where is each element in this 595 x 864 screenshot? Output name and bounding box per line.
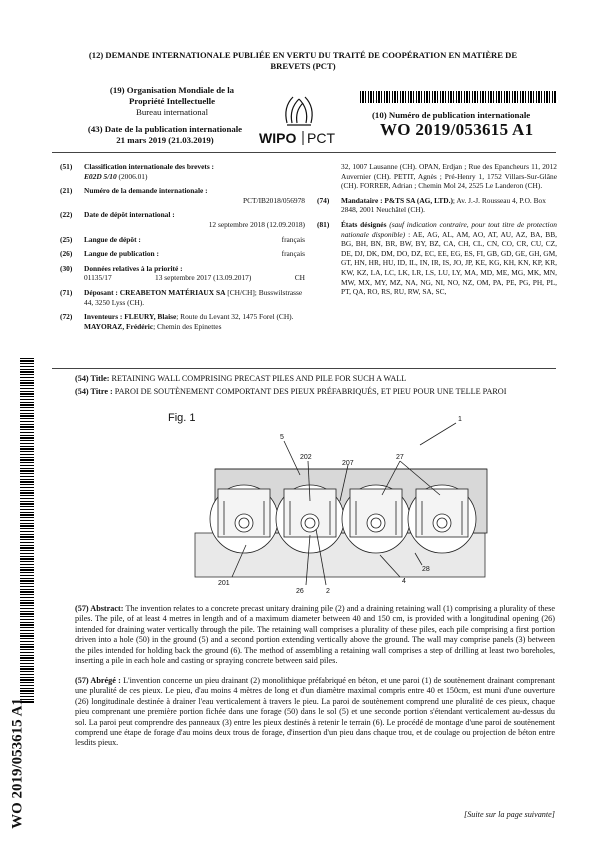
- ref-201: 201: [218, 580, 230, 587]
- org-name-2: Propriété Intellectuelle: [128, 96, 216, 106]
- title-fr-label: (54) Titre :: [75, 387, 113, 397]
- biblio-21: [60, 186, 305, 205]
- agent-name: P&TS SA (AG, LTD.): [384, 195, 453, 205]
- label: Langue de dépôt :: [84, 234, 141, 244]
- application-number: PCT/IB2018/056978: [242, 195, 305, 205]
- logo-pct: PCT: [307, 130, 335, 146]
- label: Mandataire :: [341, 195, 383, 205]
- abstract-fr-text: L'invention concerne un pieu drainant (2) monolithique préfabriqué en béton, et une paroi (1) de soutènement drainant comprenant une pluralité de ces pieux. Le pieu, d'au moins 4 mètres de long et d'un diamètre maximal compris entre 40 et 150cm, est muni d'une ouverture (26) longitudinale destinée à drainer l'eau verticalement à travers le pieu. La paroi de soutènement comprend une pluralité de ces pieux, chaque pieu comprenant une première portion fichée dans une forage (50) dans le sol (5) et une seconde portion s'étendant verticalement au-dessus du sol. La paroi peut comprendre des panneaux (3) entre les pieux destinés à retenir le terrain (6). Le procédé de montage d'une paroi de soutènement comprend une étape de forage d'au moins deux trous de forage, d'insertion d'un pieu dans chaque trou, et de coulage ou projection de béton entre lesdits pieux.: [75, 676, 555, 748]
- inventors-continued: 32, 1007 Lausanne (CH). OPAN, Erdjan ; Rue des Epancheurs 11, 2012 Auvernier (CH). PETIT, Agnès ; Pré-Henry 1, 1752 Villars-Sur-Glâne (CH). FORRER, Adrian ; Chemin Mol 24, 2525 Le Landeron (CH).: [341, 162, 557, 191]
- publication-language: français: [281, 249, 305, 259]
- states-note: (sauf indication contraire, pour tout titre de protection nationale disponible): [341, 219, 557, 239]
- titles-block: [75, 374, 560, 398]
- barcode-top: [360, 91, 556, 103]
- code: (51): [60, 162, 73, 171]
- code: (71): [60, 287, 73, 297]
- code: (72): [60, 312, 73, 322]
- wipo-logo: [257, 87, 341, 159]
- publication-date-block: [50, 124, 280, 146]
- inventor-address-2: ; Chemin des Epinettes: [153, 321, 222, 331]
- title-line-2: BREVETS (PCT): [270, 61, 336, 71]
- biblio-26: [60, 249, 305, 259]
- ipc-year: (2006.01): [118, 171, 148, 181]
- biblio-71: [60, 288, 305, 307]
- biblio-51: [60, 162, 305, 181]
- code: (74): [317, 195, 330, 205]
- label: Inventeurs :: [84, 312, 123, 322]
- ref-27: 27: [396, 454, 404, 461]
- side-publication-number: WO 2019/053615 A1: [9, 698, 26, 829]
- pub-date-value: 21 mars 2019 (21.03.2019): [116, 135, 214, 145]
- pile-4: [408, 485, 476, 553]
- org-code: (19): [109, 85, 125, 95]
- ref-4: 4: [402, 578, 406, 585]
- label: Numéro de la demande internationale :: [84, 186, 208, 196]
- figure-1-drawing: [160, 405, 520, 595]
- biblio-72: [60, 312, 305, 331]
- abstract-en: [75, 604, 555, 666]
- label: Date de dépôt international :: [84, 210, 175, 220]
- title-en: RETAINING WALL COMPRISING PRECAST PILES AND PILE FOR SUCH A WALL: [111, 374, 407, 383]
- document-kind-title: [48, 50, 558, 72]
- biblio-30: [60, 264, 305, 283]
- priority-date: 13 septembre 2017 (13.09.2017): [155, 273, 252, 283]
- ref-202: 202: [300, 454, 312, 461]
- label: Classification internationale des brevets :: [84, 162, 215, 171]
- title-fr: PAROI DE SOUTÈNEMENT COMPORTANT DES PIEUX PRÉFABRIQUÉS, ET PIEU POUR UNE TELLE PAROI: [114, 387, 507, 397]
- title-en-label: (54) Title:: [75, 374, 110, 383]
- wipo-emblem-icon: [257, 87, 341, 159]
- continued-note: [Suite sur la page suivante]: [464, 810, 555, 819]
- code: (81): [317, 219, 330, 229]
- ref-1: 1: [458, 416, 462, 423]
- code: (25): [60, 234, 73, 244]
- publication-number: WO 2019/053615 A1: [380, 120, 534, 139]
- code: (26): [60, 249, 73, 259]
- priority-number: 01135/17: [84, 273, 112, 283]
- label: États désignés: [341, 219, 387, 229]
- label: Données relatives à la priorité :: [84, 263, 183, 273]
- code: (30): [60, 263, 73, 273]
- ref-28: 28: [422, 566, 430, 573]
- logo-text: WIPO: [259, 130, 297, 146]
- inventor-name-2: MAYORAZ, Frédéric: [84, 321, 154, 331]
- priority-country: CH: [294, 273, 305, 283]
- biblio-81: [317, 220, 557, 297]
- side-barcode: [20, 358, 34, 703]
- abstract-fr-label: (57) Abrégé :: [75, 676, 121, 685]
- agent-address: ; Av. J.-J. Rousseau 4, P.O. Box 2848, 2001 Neuchâtel (CH).: [341, 195, 546, 215]
- inventor-address: ; Route du Levant 32, 1475 Forel (CH).: [176, 312, 294, 322]
- ref-207: 207: [342, 460, 354, 467]
- code: (22): [60, 210, 73, 220]
- pub-date-code: (43): [87, 124, 103, 134]
- inventor-name: FLEURY, Blaise: [124, 312, 177, 322]
- biblio-right: [317, 162, 557, 302]
- ipc-class: E02D 5/10: [84, 171, 117, 181]
- title-line-1: (12) DEMANDE INTERNATIONALE PUBLIÉE EN VERTU DU TRAITÉ DE COOPÉRATION EN MATIÈRE DE: [88, 50, 518, 60]
- filing-date: 12 septembre 2018 (12.09.2018): [208, 219, 305, 229]
- label: Déposant :: [84, 287, 118, 297]
- biblio-25: [60, 235, 305, 245]
- figure-label: Fig. 1: [168, 412, 196, 424]
- pile-3: [342, 485, 410, 553]
- ref-2: 2: [326, 588, 330, 595]
- abstract-fr: [75, 676, 555, 749]
- publication-number-label: (10) Numéro de publication internationale: [372, 110, 531, 120]
- applicant-address: [CH/CH]; Busswilstrasse 44, 3250 Lyss (CH).: [84, 287, 303, 307]
- code: (21): [60, 186, 73, 196]
- pile-1: [210, 485, 278, 553]
- titles-rule: [52, 368, 556, 369]
- abstract-en-label: (57) Abstract:: [75, 604, 124, 613]
- pub-date-label: Date de la publication internationale: [104, 124, 243, 134]
- biblio-22: [60, 210, 305, 229]
- applicant-name: CREABETON MATÉRIAUX SA: [119, 287, 226, 297]
- filing-language: français: [281, 234, 305, 244]
- header-rule: [52, 152, 556, 153]
- org-name-1: Organisation Mondiale de la: [126, 85, 235, 95]
- biblio-74: [317, 196, 557, 215]
- abstract-en-text: The invention relates to a concrete precast unitary draining pile (2) and a draining retaining wall (1) comprising a plurality of these piles. The pile, of at least 4 metres in length and of a maximum diameter between 40 and 150 cm, is provided with a longitudinal opening (26) intended for draining water vertically through the pile. The retaining wall comprises a plurality of these piles, each pile comprising a first portion driven into a hole (50) in the ground (5) and a second portion extending vertically above the ground. The wall may comprise panels (3) between the piles intended for holding back the ground (6). The method of assembling a retaining wall comprises a step of drilling at least two boreholes, inserting a pile in each hole and casting or spraying concrete between said piles.: [75, 604, 555, 666]
- label: Langue de publication :: [84, 249, 159, 259]
- designated-states: : AE, AG, AL, AM, AO, AT, AU, AZ, BA, BB, BG, BH, BN, BR, BW, BY, BZ, CA, CH, CL, CN, CO, CR, CU, CZ, DE, DJ, DK, DM, DO, DZ, EC, EE, EG, ES, FI, GB, GD, GE, GH, GM, GT, HN, HR, HU, ID, IL, IN, IR, IS, JO, JP, KE, KG, KH, KN, KP, KR, KW, KZ, LA, LC, LK, LR, LS, LU, LY, MA, MD, ME, MG, MK, MN, MW, MX, MY, MZ, NA, NG, NI, NO, NZ, OM, PA, PE, PG, PH, PL, PT, QA, RO, RS, RU, RW, SA, SC,: [341, 229, 557, 297]
- organization-block: [82, 85, 262, 118]
- org-bureau: Bureau international: [135, 107, 209, 117]
- biblio-left: [60, 162, 305, 336]
- ref-5: 5: [280, 434, 284, 441]
- ref-26: 26: [296, 588, 304, 595]
